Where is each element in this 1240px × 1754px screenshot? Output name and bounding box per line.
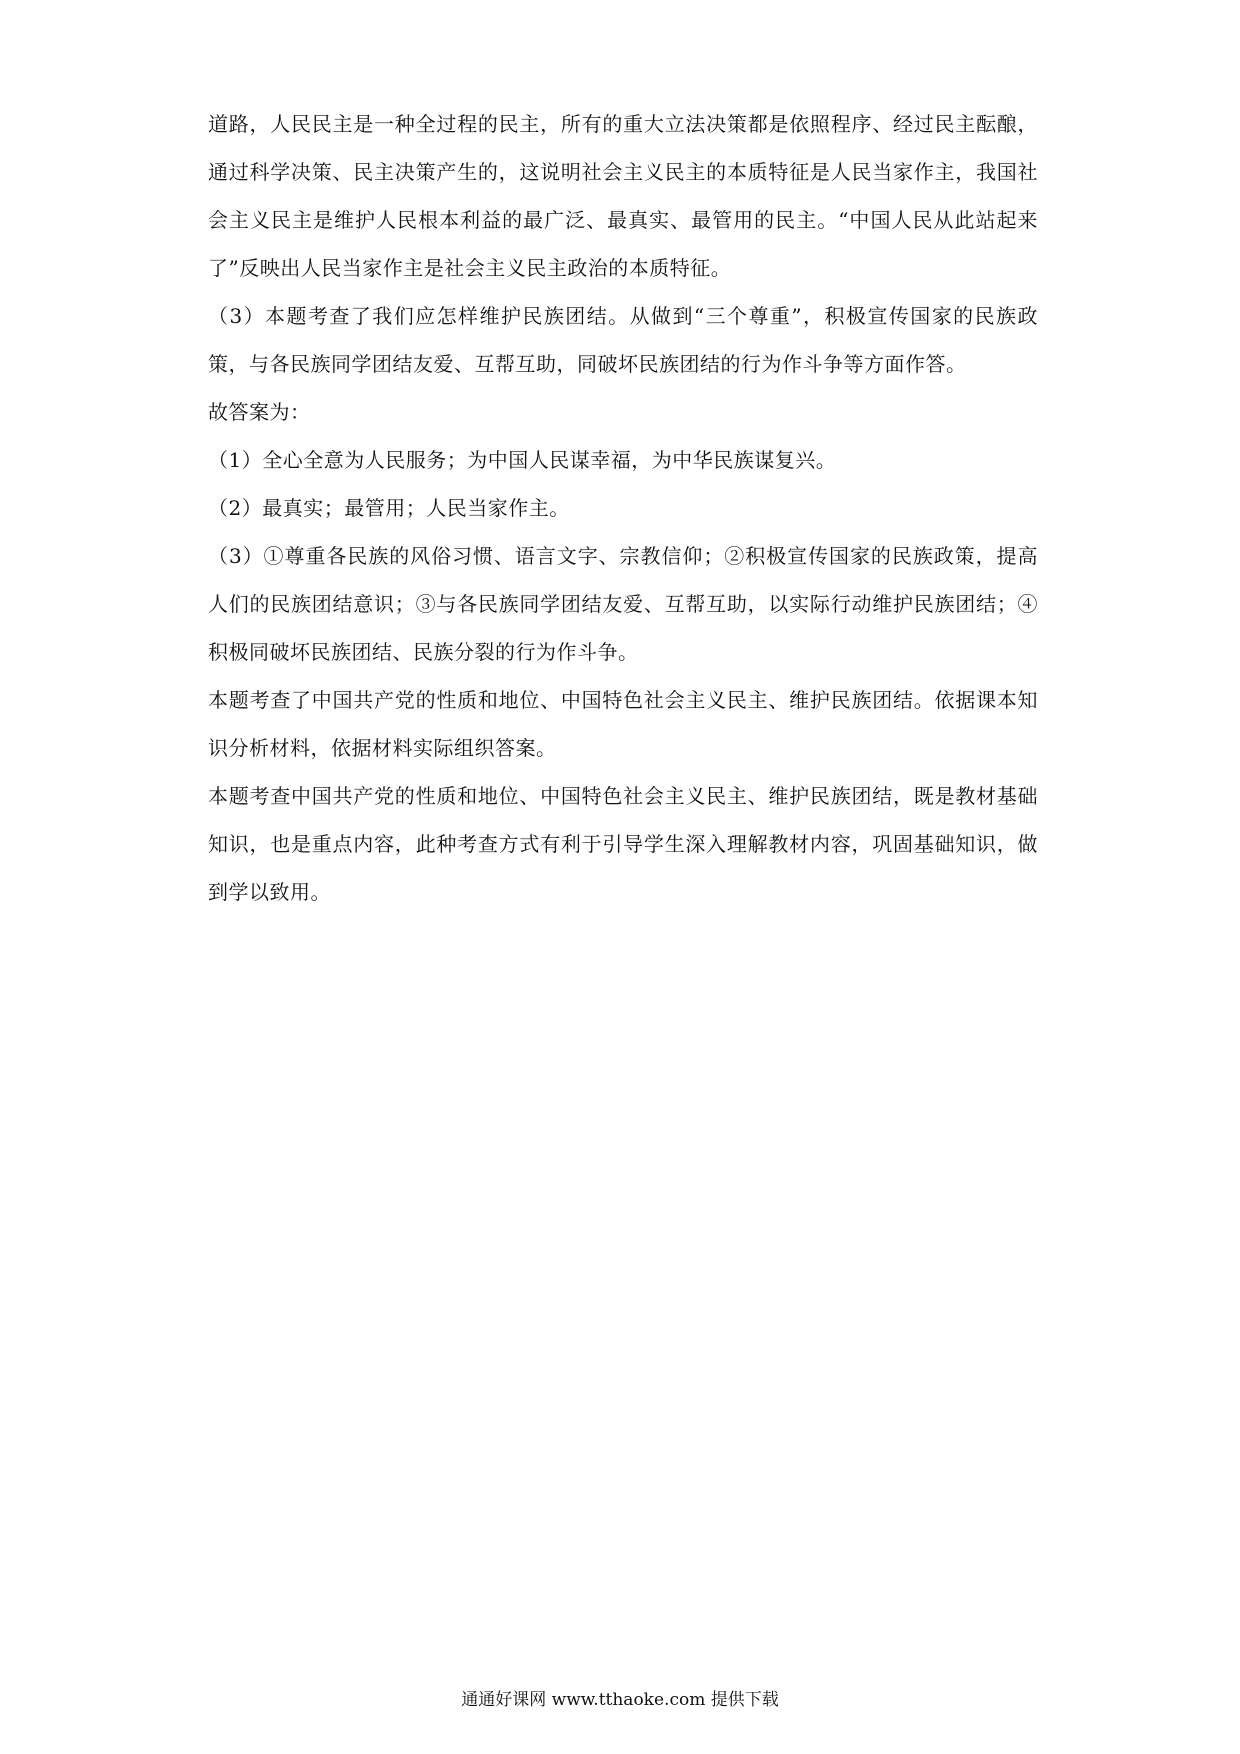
paragraph-answer-2: （2）最真实；最管用；人民当家作主。 [208, 496, 570, 520]
paragraph-comment: 本题考查中国共产党的性质和地位、中国特色社会主义民主、维护民族团结，既是教材基础知识，也是重点内容，此种考查方式有利于引导学生深入理解教材内容，巩固基础知识，做到学以致用。 [208, 784, 1038, 904]
paragraph-analysis-ethnic-unity: （3）本题考查了我们应怎样维护民族团结。从做到“三个尊重”，积极宣传国家的民族政策，与各民族同学团结友爱、互帮互助，同破坏民族团结的行为作斗争等方面作答。 [208, 304, 1038, 376]
paragraph-answer-heading: 故答案为： [208, 400, 311, 424]
paragraph-analysis-summary: 本题考查了中国共产党的性质和地位、中国特色社会主义民主、维护民族团结。依据课本知识分析材料，依据材料实际组织答案。 [208, 688, 1038, 760]
page-footer: 通通好课网 www.tthaoke.com 提供下载 [461, 1690, 779, 1710]
paragraph-analysis-democracy: 道路，人民民主是一种全过程的民主，所有的重大立法决策都是依照程序、经过民主酝酿，通过科学决策、民主决策产生的，这说明社会主义民主的本质特征是人民当家作主，我国社会主义民主是维护人民根本利益的最广泛、最真实、最管用的民主。“中国人民从此站起来了”反映出人民当家作主是社会主义民主政治的本质特征。 [208, 112, 1038, 280]
document-body [208, 100, 1038, 916]
paragraph-answer-1: （1）全心全意为人民服务；为中国人民谋幸福，为中华民族谋复兴。 [208, 448, 837, 472]
paragraph-answer-3: （3）①尊重各民族的风俗习惯、语言文字、宗教信仰；②积极宣传国家的民族政策，提高人们的民族团结意识；③与各民族同学团结友爱、互帮互助，以实际行动维护民族团结；④积极同破坏民族团结、民族分裂的行为作斗争。 [208, 544, 1038, 664]
